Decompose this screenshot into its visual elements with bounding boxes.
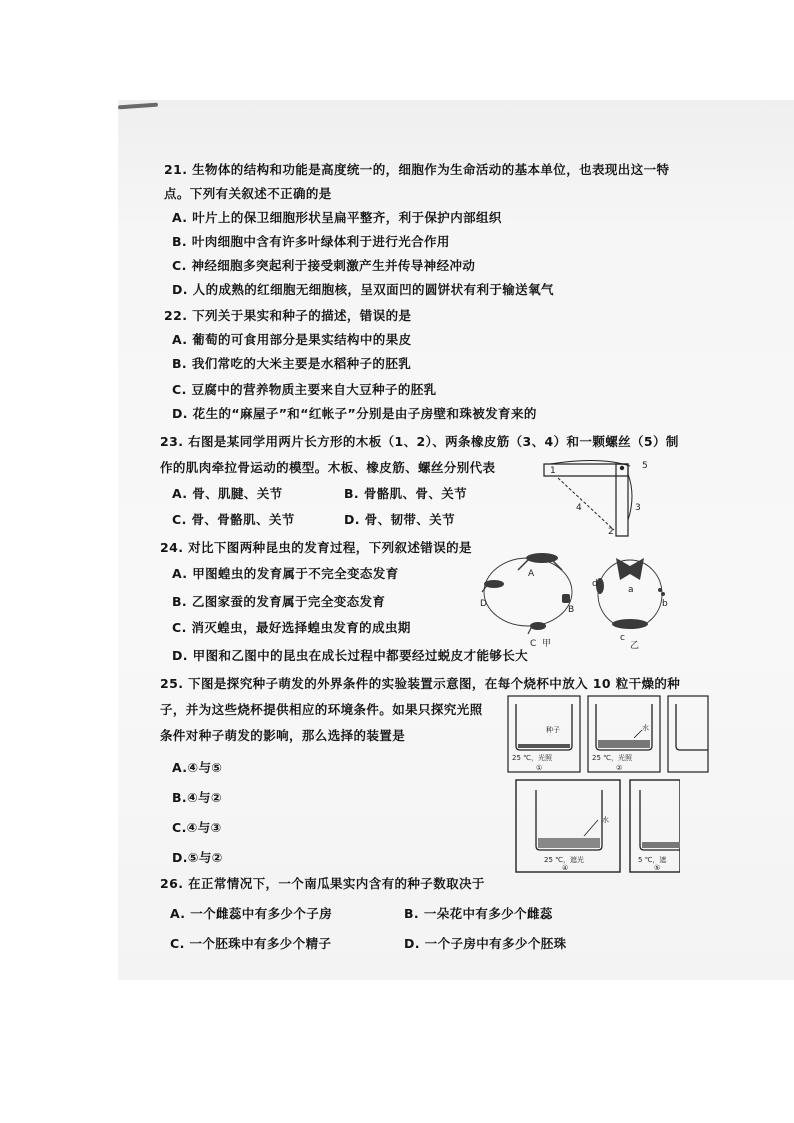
q21-option-b: B. 叶肉细胞中含有许多叶绿体利于进行光合作用 (172, 234, 450, 249)
q25-beaker2-number: ② (616, 764, 623, 772)
q26-option-d: D. 一个子房中有多少个胚珠 (404, 936, 567, 951)
q24-label-B: B (568, 605, 575, 615)
q23-option-a: A. 骨、肌腱、关节 (172, 486, 283, 501)
q25-beaker4-tag: 水 (602, 816, 609, 824)
q22-option-c: C. 豆腐中的营养物质主要来自大豆种子的胚乳 (172, 382, 437, 397)
q25-beaker1-number: ① (536, 764, 543, 772)
q24-label-C: C (530, 639, 537, 649)
q25-beaker4-condition: 25 ℃，遮光 (544, 856, 584, 864)
q23-option-b: B. 骨骼肌、骨、关节 (344, 486, 468, 501)
q23-label-4: 4 (576, 503, 582, 513)
q25-option-a: A.④与⑤ (172, 760, 223, 775)
q23-model-figure (530, 456, 654, 540)
q25-stem-line3: 条件对种子萌发的影响，那么选择的装置是 (160, 728, 406, 743)
q24-caption-jia: 甲 (542, 639, 552, 649)
q24-label-c: c (620, 633, 625, 643)
q21-option-d: D. 人的成熟的红细胞无细胞核，呈双面凹的圆饼状有利于输送氧气 (172, 282, 554, 297)
q26-option-c: C. 一个胚珠中有多少个精子 (170, 936, 332, 951)
q24-label-A: A (528, 569, 535, 579)
q25-stem-line2: 子，并为这些烧杯提供相应的环境条件。如果只探究光照 (160, 702, 483, 717)
q25-beaker-figure-top (506, 694, 790, 774)
q23-label-1: 1 (550, 466, 556, 476)
q23-stem-line1: 23. 右图是某同学用两片长方形的木板（1、2）、两条橡皮筋（3、4）和一颗螺丝（5）制 (160, 434, 679, 449)
q22-option-d: D. 花生的“麻屋子”和“红帐子”分别是由子房壁和珠被发育来的 (172, 406, 537, 421)
q24-caption-yi: 乙 (630, 641, 640, 651)
q23-label-5: 5 (642, 461, 648, 471)
q25-beaker1-tag: 种子 (546, 726, 560, 734)
q26-option-b: B. 一朵花中有多少个雌蕊 (404, 906, 553, 921)
q24-label-b: b (662, 599, 668, 609)
q25-beaker1-condition: 25 ℃，光照 (512, 754, 552, 762)
q21-option-c: C. 神经细胞多突起利于接受刺激产生并传导神经冲动 (172, 258, 476, 273)
q24-option-d: D. 甲图和乙图中的昆虫在成长过程中都要经过蜕皮才能够长大 (172, 648, 529, 663)
q25-beaker5-number: ⑤ (654, 864, 661, 872)
q24-option-a: A. 甲图蝗虫的发育属于不完全变态发育 (172, 566, 399, 581)
q25-option-c: C.④与③ (172, 820, 222, 835)
q25-beaker2-tag: 水 (642, 724, 649, 732)
q24-insect-figure (470, 540, 670, 652)
q25-option-d: D.⑤与② (172, 850, 223, 865)
q23-stem-line2: 作的肌肉牵拉骨运动的模型。木板、橡皮筋、螺丝分别代表 (160, 460, 496, 475)
q25-option-b: B.④与② (172, 790, 222, 805)
q21-stem-line2: 点。下列有关叙述不正确的是 (164, 186, 332, 201)
q25-beaker4-number: ④ (562, 864, 569, 872)
q23-option-d: D. 骨、韧带、关节 (344, 512, 455, 527)
q24-label-D: D (480, 599, 487, 609)
q25-beaker2-condition: 25 ℃，光照 (592, 754, 632, 762)
q24-option-c: C. 消灭蝗虫，最好选择蝗虫发育的成虫期 (172, 620, 411, 635)
q24-stem: 24. 对比下图两种昆虫的发育过程，下列叙述错误的是 (160, 540, 472, 555)
q26-option-a: A. 一个雌蕊中有多少个子房 (170, 906, 333, 921)
q22-option-a: A. 葡萄的可食用部分是果实结构中的果皮 (172, 332, 412, 347)
q25-stem-line1: 25. 下图是探究种子萌发的外界条件的实验装置示意图，在每个烧杯中放入 10 粒干燥的种 (160, 676, 681, 691)
q24-option-b: B. 乙图家蚕的发育属于完全变态发育 (172, 594, 386, 609)
q25-beaker-figure-bottom (514, 778, 680, 876)
q21-stem-line1: 21. 生物体的结构和功能是高度统一的，细胞作为生命活动的基本单位，也表现出这一特 (164, 162, 670, 177)
q22-stem: 22. 下列关于果实和种子的描述，错误的是 (164, 308, 412, 323)
q23-option-c: C. 骨、骨骼肌、关节 (172, 512, 295, 527)
q24-label-d: d (592, 579, 598, 589)
q24-label-a: a (628, 585, 634, 595)
q22-option-b: B. 我们常吃的大米主要是水稻种子的胚乳 (172, 356, 412, 371)
q25-beaker5-condition: 5 ℃，遮 (638, 856, 667, 864)
q26-stem: 26. 在正常情况下，一个南瓜果实内含有的种子数取决于 (160, 876, 485, 891)
q23-label-2: 2 (608, 527, 614, 537)
q21-option-a: A. 叶片上的保卫细胞形状呈扁平整齐，利于保护内部组织 (172, 210, 502, 225)
q23-label-3: 3 (635, 503, 641, 513)
